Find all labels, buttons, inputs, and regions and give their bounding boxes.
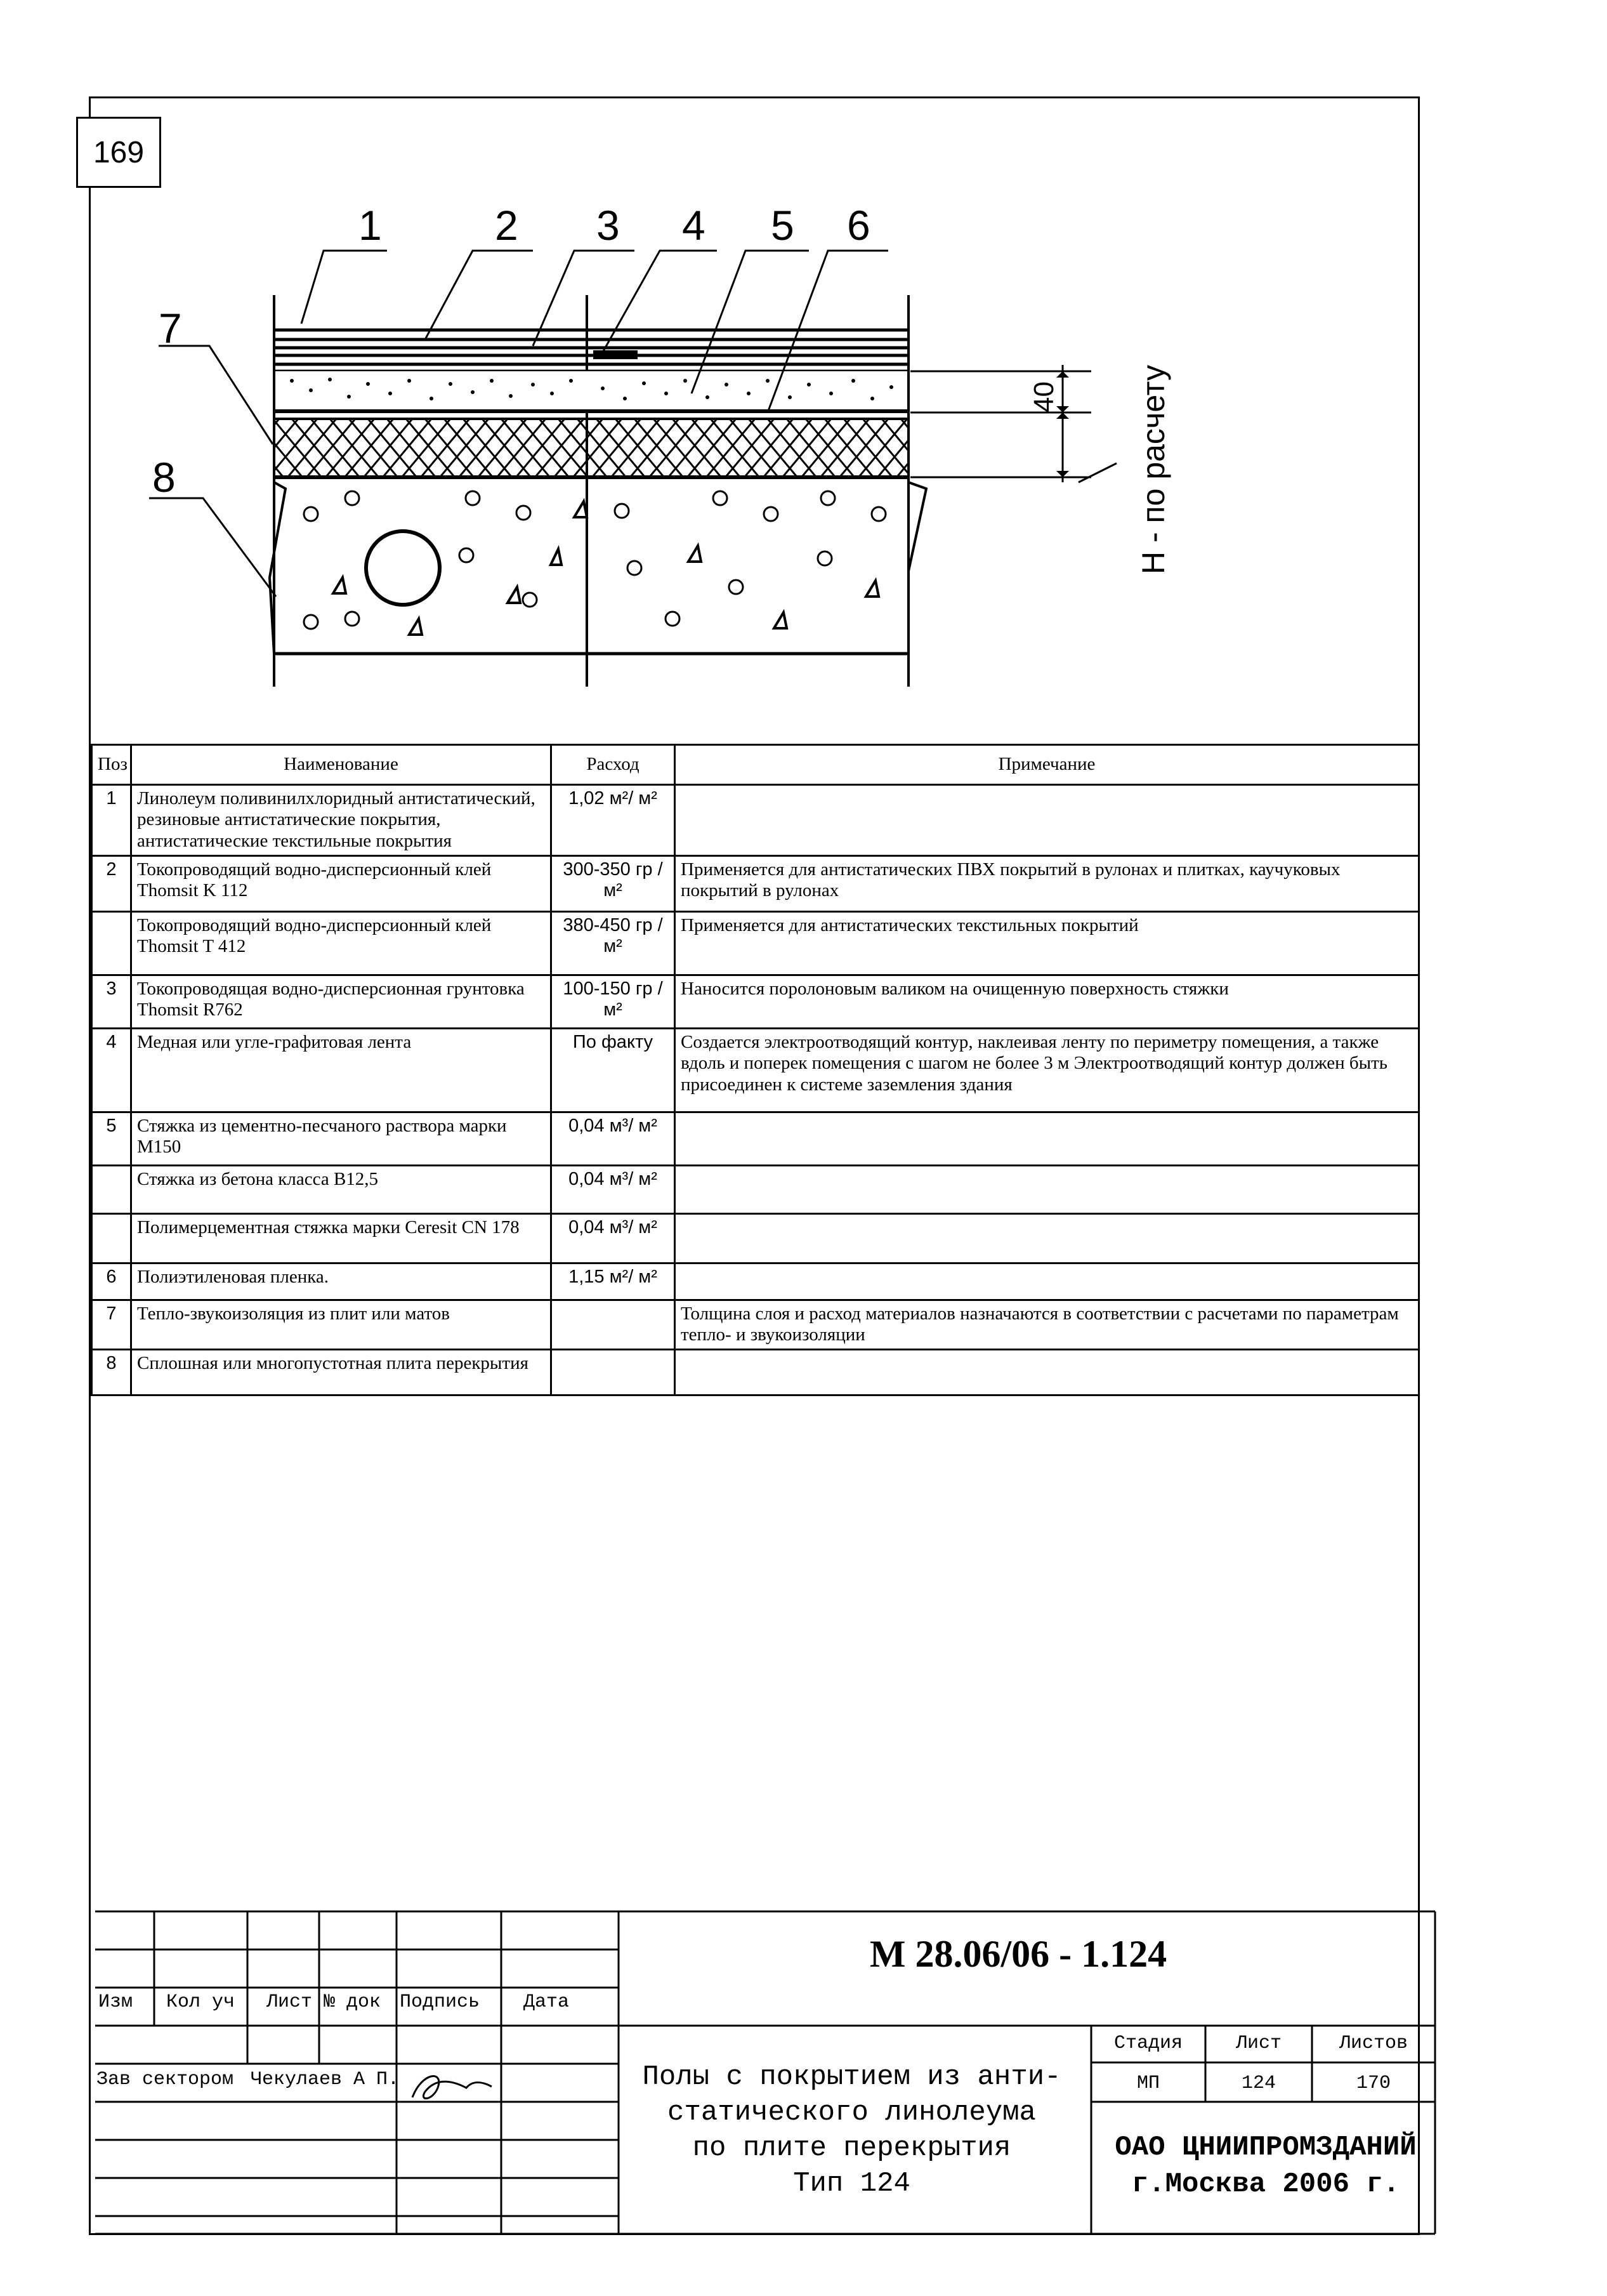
- col-doc: № док: [324, 1991, 381, 2013]
- callout-1: 1: [358, 202, 382, 249]
- role: Зав сектором: [96, 2069, 234, 2090]
- callout-6: 6: [847, 202, 870, 249]
- signature-mark: [412, 2076, 492, 2099]
- callout-2: 2: [495, 202, 518, 249]
- sheet-header: Лист: [1235, 2033, 1282, 2054]
- table-row: Токопроводящий водно-дисперсионный клей Thomsit T 412 380-450 гр / м² Применяется для антистатических текстильных покрытий: [92, 912, 1419, 975]
- stage-header: Стадия: [1113, 2033, 1183, 2054]
- header-qty: Расход: [551, 745, 675, 785]
- callout-5: 5: [771, 202, 794, 249]
- table-row: 2 Токопроводящий водно-дисперсионный клей Thomsit K 112 300-350 гр / м² Применяется для антистатических ПВХ покрытий в рулонах и плитках, каучуковых покрытий в рулонах: [92, 856, 1419, 912]
- col-kol-uch: Кол уч: [166, 1991, 235, 2013]
- document-code: М 28.06/06 - 1.124: [869, 1933, 1167, 1975]
- sheets-value: 170: [1356, 2073, 1391, 2094]
- col-izm: Изм: [98, 1991, 133, 2013]
- header-name: Наименование: [131, 745, 551, 785]
- col-signature: Подпись: [400, 1991, 480, 2013]
- table-row: Полимерцементная стяжка марки Ceresit CN 178 0,04 м³/ м²: [92, 1214, 1419, 1263]
- table-row: 1 Линолеум поливинилхлоридный антистатический, резиновые антистатические покрытия, антистатические текстильные покрытия 1,02 м²/ м²: [92, 785, 1419, 856]
- table-row: 7 Тепло-звукоизоляция из плит или матов Толщина слоя и расход материалов назначаются в соответствии с расчетами по параметрам тепло- и звукоизоляции: [92, 1300, 1419, 1350]
- col-date: Дата: [523, 1991, 570, 2013]
- drawing-title: Полы с покрытием из анти- статического линолеума по плите перекрытия Тип 124: [642, 2061, 1061, 2200]
- table-row: Стяжка из бетона класса В12,5 0,04 м³/ м²: [92, 1166, 1419, 1214]
- col-list: Лист: [266, 1991, 313, 2013]
- callout-3: 3: [596, 202, 620, 249]
- callout-4: 4: [682, 202, 705, 249]
- table-row: 8 Сплошная или многопустотная плита перекрытия: [92, 1350, 1419, 1395]
- stage-value: МП: [1136, 2073, 1160, 2094]
- callout-8: 8: [152, 454, 176, 501]
- sheet-value: 124: [1241, 2073, 1276, 2094]
- table-row: 6 Полиэтиленовая пленка. 1,15 м²/ м²: [92, 1263, 1419, 1300]
- callout-7: 7: [159, 305, 182, 352]
- dim-40: 40: [1028, 381, 1059, 412]
- sheets-header: Листов: [1339, 2033, 1408, 2054]
- table-row: 4 Медная или угле-графитовая лента По факту Создается электроотводящий контур, наклеивая ленту по периметру помещения, а также вдоль и поперек помещения с шагом не более 3 м Электроотводящий контур должен быть присоединен к системе заземления здания: [92, 1029, 1419, 1112]
- header-pos: Поз: [92, 745, 131, 785]
- h-label: H - по расчету: [1136, 364, 1171, 574]
- table-row: 3 Токопроводящая водно-дисперсионная грунтовка Thomsit R762 100-150 гр / м² Наносится поролоновым валиком на очищенную поверхность стяжки: [92, 975, 1419, 1029]
- header-note: Примечание: [675, 745, 1419, 785]
- sheet-number: 169: [76, 117, 161, 188]
- table-row: 5 Стяжка из цементно-песчаного раствора марки М150 0,04 м³/ м²: [92, 1112, 1419, 1166]
- organization: ОАО ЦНИИПРОМЗДАНИЙ г.Москва 2006 г.: [1115, 2132, 1417, 2200]
- person: Чекулаев А П.: [251, 2069, 400, 2090]
